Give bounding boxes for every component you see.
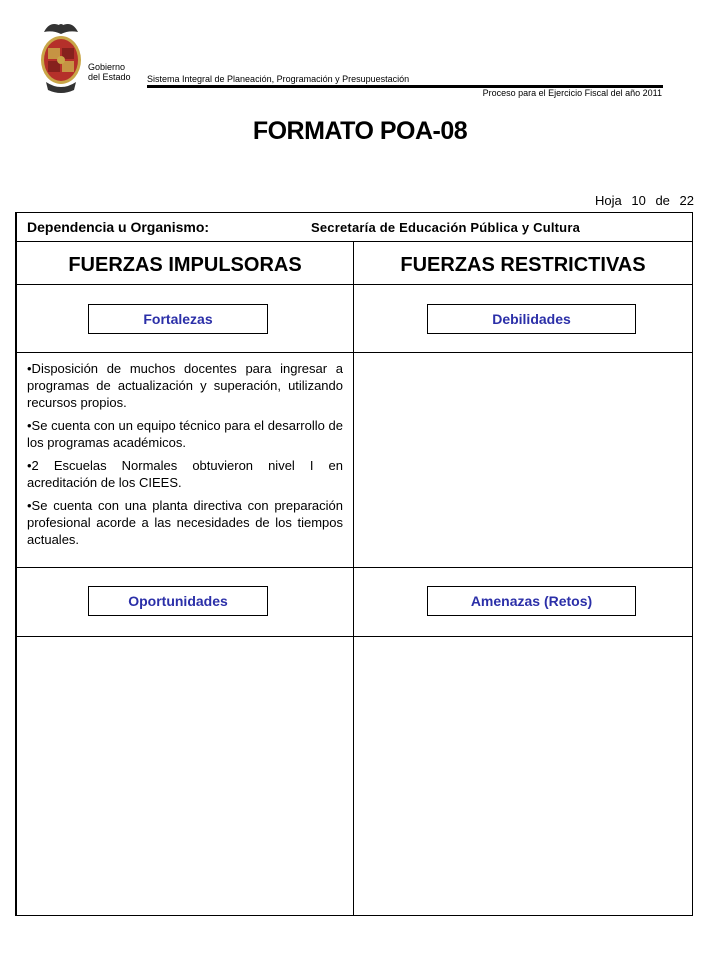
oportunidades-header: Oportunidades (88, 586, 268, 616)
process-note: Proceso para el Ejercicio Fiscal del año 2011 (482, 88, 662, 98)
gov-line-1: Gobierno (88, 62, 126, 72)
column-title-restrictivas: FUERZAS RESTRICTIVAS (400, 254, 646, 276)
dependencia-label: Dependencia u Organismo: (27, 219, 210, 235)
row-divider (16, 241, 692, 242)
row-divider (16, 352, 692, 353)
page-title: FORMATO POA-08 (252, 117, 468, 145)
sheet-counter (595, 193, 694, 208)
row-divider (16, 284, 692, 285)
column-divider (353, 241, 354, 915)
fortalezas-list (27, 360, 343, 554)
sheet-sep: de (655, 193, 670, 208)
fortalezas-header: Fortalezas (88, 304, 268, 334)
sheet-label: Hoja (594, 193, 622, 208)
system-name: Sistema Integral de Planeación, Programación y Presupuestación (147, 74, 410, 84)
row-divider (16, 567, 692, 568)
sheet-total: 22 (679, 193, 694, 208)
list-item: •2 Escuelas Normales obtuvieron nivel I en acreditación de los CIEES. (27, 458, 343, 490)
amenazas-header: Amenazas (Retos) (427, 586, 636, 616)
dependencia-value: Secretaría de Educación Pública y Cultura (311, 220, 581, 235)
list-item: •Se cuenta con una planta directiva con preparación profesional acorde a las necesidades de los tiempos actuales. (27, 498, 343, 547)
gov-line-2: del Estado (88, 72, 131, 82)
column-title-impulsoras: FUERZAS IMPULSORAS (68, 254, 302, 276)
list-item: •Se cuenta con un equipo técnico para el desarrollo de los programas académicos. (27, 418, 343, 450)
list-item: •Disposición de muchos docentes para ingresar a programas de actualización y superación, utilizando recursos propios. (27, 361, 343, 410)
state-coat-of-arms-icon (36, 18, 86, 96)
sheet-current: 10 (631, 193, 646, 208)
debilidades-header: Debilidades (427, 304, 636, 334)
row-divider (16, 636, 692, 637)
government-label (88, 62, 131, 82)
